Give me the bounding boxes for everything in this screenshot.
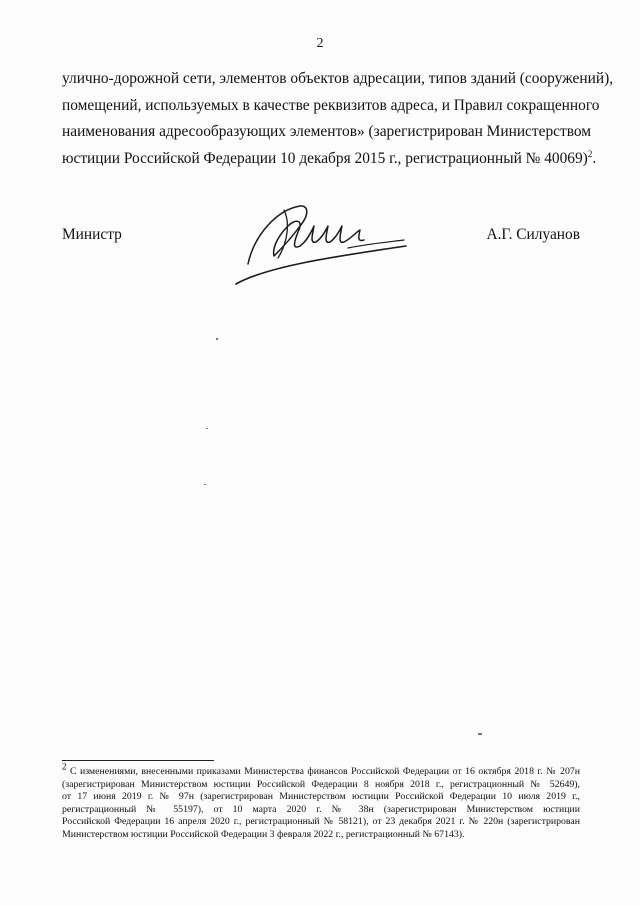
handwritten-signature-icon (228, 196, 408, 296)
body-line: помещений, используемых в качестве реквизитов адреса, и Правил сокращенного (62, 96, 600, 114)
scan-speck (206, 428, 208, 429)
footnote-line-text: С изменениями, внесенными приказами Министерства финансов Российской Федерации от 16 октября 2018 г. № 207н (69, 766, 580, 777)
signatory-position: Министр (62, 226, 122, 243)
footnote-marker: 2 (62, 761, 67, 772)
scan-speck (216, 338, 218, 340)
footnote-line-first (62, 761, 580, 779)
footnote-line: от 17 июня 2019 г. № 97н (зарегистрирован Министерством юстиции Российской Федерации 10 июля 2019 г., (62, 791, 580, 803)
body-paragraph (62, 66, 614, 172)
scan-speck (478, 733, 482, 735)
footnote-line: (зарегистрирован Министерством юстиции Российской Федерации 8 ноября 2018 г., регистрационный № 52649), (62, 778, 580, 790)
footnote-line: Российской Федерации 16 апреля 2020 г., регистрационный № 58121), от 23 декабря 2021 г. № 220н (зарегистрирован (62, 816, 580, 828)
footnote (62, 761, 580, 842)
footnote-line: Министерством юстиции Российской Федерации 3 февраля 2022 г., регистрационный № 67143). (62, 828, 465, 840)
body-line: наименования адресообразующих элементов» (зарегистрирован Министерством (62, 123, 591, 140)
body-line: улично-дорожной сети, элементов объектов адресации, типов зданий (сооружений), (62, 70, 614, 87)
footnote-line: регистрационный № 55197), от 10 марта 2020 г. № 38н (зарегистрирован Министерством юстиции (62, 803, 580, 815)
footnote-divider (62, 760, 214, 761)
scan-speck (204, 484, 206, 485)
signatory-name: А.Г. Силуанов (486, 226, 580, 243)
page-number: 2 (316, 36, 324, 51)
body-line-text: юстиции Российской Федерации 10 декабря 2015 г., регистрационный № 40069) (62, 149, 588, 167)
footnote-reference: 2 (587, 148, 593, 159)
body-line-last: юстиции Российской Федерации 10 декабря 2015 г., регистрационный № 40069)$^2$. (62, 148, 597, 167)
